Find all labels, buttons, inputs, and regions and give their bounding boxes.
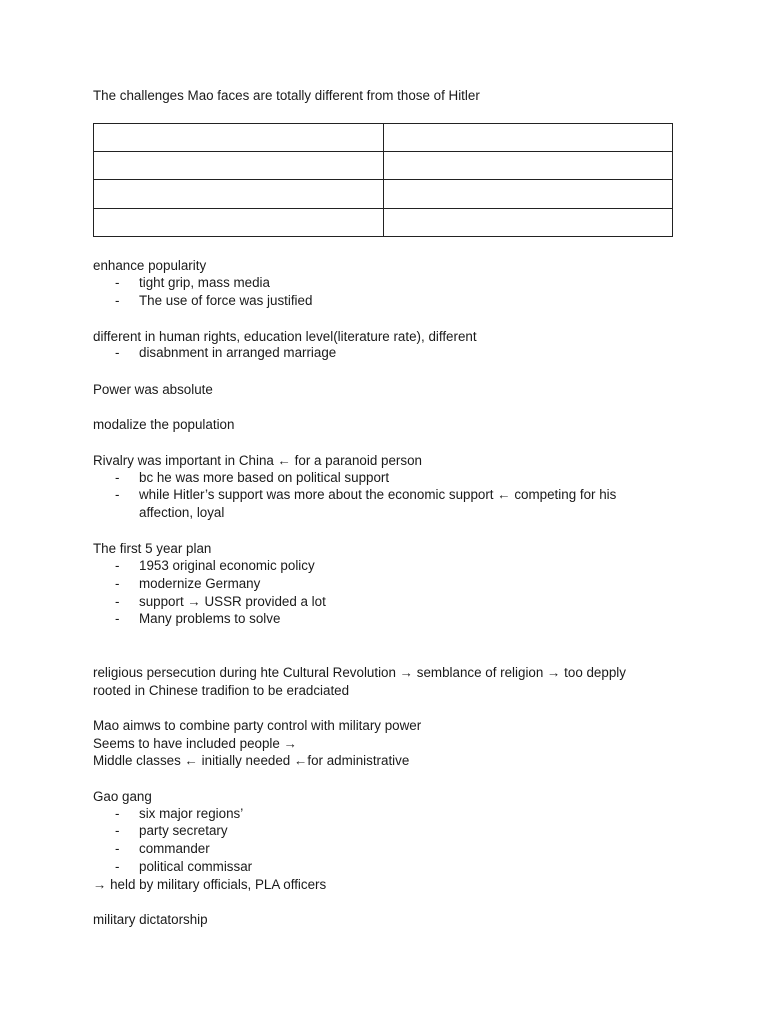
table-cell <box>94 152 384 180</box>
table-cell <box>383 208 673 236</box>
table-cell <box>383 124 673 152</box>
section-title-rivalry: Rivalry was important in China ← for a paranoid person <box>93 453 422 468</box>
section-title-plan: The first 5 year plan <box>93 541 212 556</box>
bullet-marker: - <box>115 859 120 874</box>
bullet-marker: - <box>115 806 120 821</box>
list-item-text: commander <box>139 841 210 856</box>
list-item-text: support → USSR provided a lot <box>139 594 326 609</box>
bullet-marker: - <box>115 823 120 838</box>
religion-line-1: religious persecution during hte Cultural Revolution → semblance of religion → too depply <box>93 665 626 680</box>
bullet-marker: - <box>115 293 120 308</box>
list-item-text: 1953 original economic policy <box>139 558 315 573</box>
mao-control-line-3: Middle classes ← initially needed ←for administrative <box>93 753 410 768</box>
list-item-text: tight grip, mass media <box>139 275 270 290</box>
list-item-text: party secretary <box>139 823 228 838</box>
bullet-marker: - <box>115 611 120 626</box>
table-cell <box>383 180 673 208</box>
page-heading: The challenges Mao faces are totally different from those of Hitler <box>93 88 480 103</box>
table-row <box>94 180 673 208</box>
list-item-text: Many problems to solve <box>139 611 281 626</box>
table-cell <box>94 180 384 208</box>
comparison-table <box>93 123 673 237</box>
list-item-text: six major regions’ <box>139 806 244 821</box>
list-item-text: bc he was more based on political support <box>139 470 390 485</box>
religion-line-2: rooted in Chinese tradifion to be eradciated <box>93 683 350 698</box>
table-row <box>94 208 673 236</box>
bullet-marker: - <box>115 558 120 573</box>
table-cell <box>94 208 384 236</box>
gao-after-line: → held by military officials, PLA officers <box>93 877 327 892</box>
list-item-text: modernize Germany <box>139 576 261 591</box>
mao-control-line-2: Seems to have included people → <box>93 736 297 751</box>
power-line: Power was absolute <box>93 382 213 397</box>
list-item-text: disabnment in arranged marriage <box>139 345 337 360</box>
table-row <box>94 124 673 152</box>
bullet-marker: - <box>115 275 120 290</box>
modalize-line: modalize the population <box>93 417 235 432</box>
list-item-text: while Hitler’s support was more about the economic support ← competing for his affection, loyal <box>139 487 617 520</box>
bullet-marker: - <box>115 841 120 856</box>
list-item-text: political commissar <box>139 859 253 874</box>
bullet-marker: - <box>115 594 120 609</box>
section-title-rights: different in human rights, education level(literature rate), different <box>93 329 477 344</box>
section-title-gao: Gao gang <box>93 789 152 804</box>
table-row <box>94 152 673 180</box>
table-cell <box>94 124 384 152</box>
list-item-text: The use of force was justified <box>139 293 313 308</box>
section-title-popularity: enhance popularity <box>93 258 207 273</box>
bullet-marker: - <box>115 487 120 502</box>
bullet-marker: - <box>115 576 120 591</box>
dictatorship-line: military dictatorship <box>93 912 208 927</box>
bullet-marker: - <box>115 345 120 360</box>
mao-control-line-1: Mao aimws to combine party control with military power <box>93 718 422 733</box>
table-cell <box>383 152 673 180</box>
bullet-marker: - <box>115 470 120 485</box>
